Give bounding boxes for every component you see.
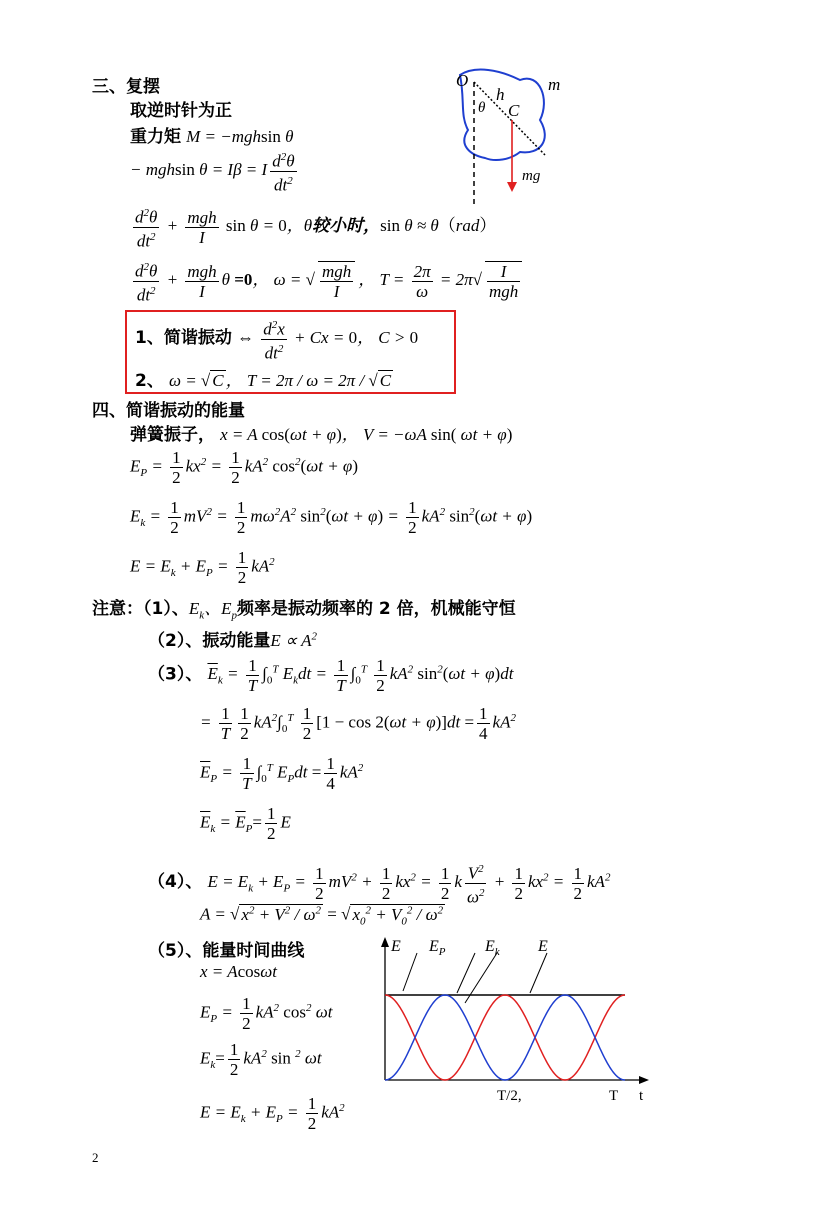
note-3-line-3: $\overline{E}_P$ = $\frac{1}{T}$ $\int_0^T$ $E_Pdt$ = $\frac{1}{4}$ $kA^2$	[200, 754, 364, 793]
note-3-line-1: （3）、 $\overline{E}_k$ = $\frac{1}{T}$ $\int_0^T$ $E_kdt$ = $\frac{1}{T}$ $\int_0^T$ $\frac{1}{2}$ $kA^2$ $\sin^2(\omega t + \varphi)dt$	[148, 656, 514, 695]
graph-label-E-axis: E	[391, 938, 401, 955]
note-2: （2）、振动能量$E \propto A^2$	[148, 630, 317, 651]
note-1-text: 频率是振动频率的 2 倍，机械能守恒	[237, 599, 516, 619]
note-4-line-2: A = √ $x^2 + V^2 / \omega^2$ = √ $x_0^2 + V_0^2 / \omega^2$	[200, 904, 444, 928]
kinetic-energy-eq: $E_k$ = $\frac{1}{2}$ $mV^2$ = $\frac{1}{2}$ $m\omega^2A^2$ $\sin^2(\omega t + \varphi)$ = $\frac{1}{2}$ $kA^2$ $\sin^2(\omega t + \varphi)$	[130, 498, 533, 537]
equation-motion: − mghsin θ = Iβ = I $\frac{d^2\theta}{dt^2}$	[130, 148, 300, 194]
energy-time-graph	[375, 935, 665, 1110]
note-1-num: （1）、	[143, 599, 189, 619]
rigid-body-outline	[460, 70, 545, 160]
note-4-label: （4）、	[148, 872, 203, 893]
section-title-4: 四、简谐振动的能量	[92, 401, 245, 421]
note-5-label: （5）、能量时间曲线	[148, 941, 305, 961]
box-label-2: 2、	[135, 371, 164, 391]
torque-line: 重力矩 M = −mghsin θ	[130, 127, 294, 147]
equation-small: $\frac{d^2\theta}{dt^2}$ + $\frac{\text{mgh}}{I}$ θ =0， ω = √ $\frac{\text{mgh}}{I}$ ， T = $\frac{2\pi}{\omega}$ = 2π√ $\frac{I}{\text{mgh}}$	[130, 258, 525, 304]
graph-label-EP	[428, 938, 446, 958]
note-5-ep: $E_P$ = $\frac{1}{2}$ $kA^2$ $\cos^2 \omega t$	[200, 994, 333, 1033]
potential-energy-eq: $E_P$ = $\frac{1}{2}$ $kx^2$ = $\frac{1}{2}$ $kA^2$ $\cos^2(\omega t + \varphi)$	[130, 448, 358, 487]
page-number: 2	[92, 1150, 99, 1165]
note-1: 注意：（1）、$E_k$、$E_p$频率是振动频率的 2 倍，机械能守恒	[92, 599, 516, 622]
graph-label-Ek-sub: k	[494, 946, 500, 958]
label-m: m	[548, 75, 561, 94]
note-4-line-1: （4）、 $E = E_k + E_P$ = $\frac{1}{2}$ $mV^2$ + $\frac{1}{2}$ $kx^2$ = $\frac{1}{2}$ k $\frac{V^2}{\omega^2}$ + $\frac{1}{2}$ $kx^2$ = $\frac{1}{2}$ $kA^2$	[148, 860, 610, 906]
note-3-line-4: $\overline{E}_k = \overline{E}_P=$ $\frac{1}{2}$ E	[200, 804, 291, 843]
note-label: 注意：	[92, 599, 143, 619]
box-line-2: 2、 ω = √ C ， T = 2π / ω = 2π / √ C	[135, 371, 392, 391]
label-h: h	[496, 85, 505, 104]
ep-curve	[385, 995, 625, 1080]
spring-label: 弹簧振子，	[130, 425, 215, 445]
graph-label-EP-main: E	[429, 938, 439, 955]
ek-curve	[385, 995, 625, 1080]
torque-label: 重力矩	[130, 127, 181, 147]
note-5-ek: $E_k=$ $\frac{1}{2}$ $kA^2$ sin $^2$ ωt	[200, 1040, 322, 1079]
tick-t: t	[639, 1088, 644, 1104]
equation-pendulum: $\frac{d^2\theta}{dt^2}$ + $\frac{\text{mgh}}{I}$ sin θ = 0，θ较小时，sin θ ≈ θ（rad）	[130, 204, 496, 250]
label-theta: θ	[478, 100, 486, 116]
note-2-label: （2）、振动能量	[148, 631, 271, 651]
note-5-e: $E = E_k + E_P$ = $\frac{1}{2}$ $kA^2$	[200, 1094, 345, 1133]
tick-T: T	[609, 1088, 619, 1104]
note-5-x: x = Acosωt	[200, 962, 278, 981]
label-O: O	[456, 71, 469, 90]
note-3-label: （3）、	[148, 664, 203, 685]
total-energy-eq: $E = E_k + E_P$ = $\frac{1}{2}$ $kA^2$	[130, 548, 275, 587]
label-C: C	[508, 101, 520, 120]
sign-convention: 取逆时针为正	[130, 101, 232, 121]
note-3-line-2: = $\frac{1}{T}$ $\frac{1}{2}$ $kA^2\int_0^T$ $\frac{1}{2}$ [1 − cos 2(ωt + φ)]dt = $\frac{1}{4}$ $kA^2$	[200, 704, 516, 743]
spring-oscillator-line: 弹簧振子， x = A cos(ωt + φ)， V = −ωA sin( ωt + φ)	[130, 425, 513, 445]
small-angle-label: 较小时，	[312, 216, 381, 237]
tick-T-half: T/2,	[497, 1088, 522, 1104]
graph-label-E-total: E	[538, 938, 548, 955]
graph-label-Ek	[484, 938, 501, 958]
compound-pendulum-figure	[440, 60, 580, 210]
graph-label-EP-sub: P	[438, 946, 446, 958]
box-label-1: 1、简谐振动	[135, 328, 232, 349]
section-title-3: 三、复摆	[92, 77, 160, 97]
label-mg: mg	[522, 168, 541, 184]
box-line-1: 1、简谐振动 ⇔ $\frac{d^2x}{dt^2}$ + Cx = 0， C > 0	[135, 316, 418, 362]
graph-label-Ek-main: E	[485, 938, 495, 955]
